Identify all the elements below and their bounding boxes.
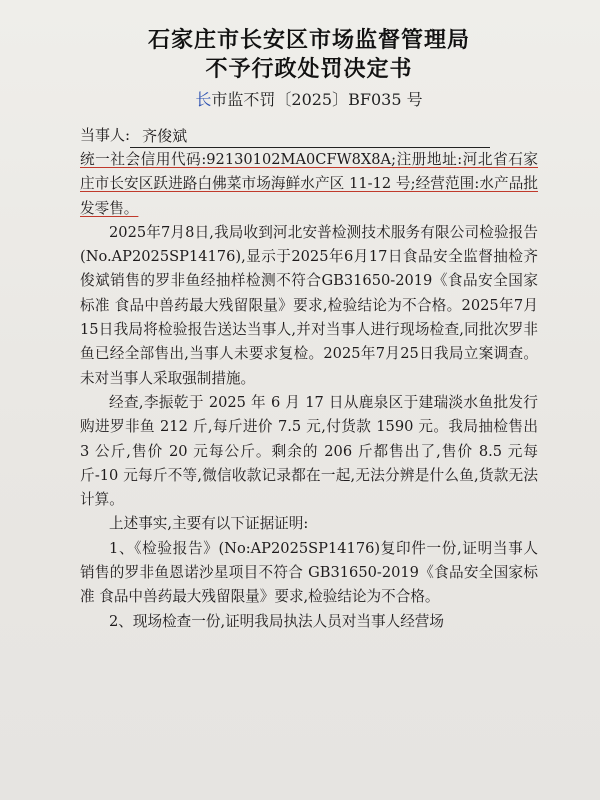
party-name-field [130,128,490,148]
document-number [80,89,538,111]
party-info: 统一社会信用代码:92130102MA0CFW8X8A;注册地址:河北省石家庄市长安区跃进路白佛菜市场海鲜水产区 11-12 号;经营范围:水产品批发零售。 [80,151,538,217]
party-name: 齐俊斌 [142,127,188,145]
evidence-item-1: 1、《检验报告》(No:AP2025SP14176)复印件一份,证明当事人销售的罗非鱼恩诺沙星项目不符合 GB31650-2019《食品安全国家标准 食品中兽药最大残留限量》要求,检验结论为不合格。 [80,539,538,606]
document-title: 不予行政处罚决定书 [205,56,413,82]
paragraph-evidence-intro: 上述事实,主要有以下证据证明: [109,515,309,533]
party-line [80,123,538,148]
evidence-item-2: 2、现场检查一份,证明我局执法人员对当事人经营场 [109,612,444,630]
document-number-body: 市监不罚〔2025〕BF035 号 [211,90,423,109]
agency-title: 石家庄市长安区市场监督管理局 [147,27,470,53]
party-label: 当事人: [80,126,131,144]
paragraph-findings: 经查,李振乾于 2025 年 6 月 17 日从鹿泉区于建瑞淡水鱼批发行购进罗非鱼 212 斤,每斤进价 7.5 元,付货款 1590 元。我局抽检售出 3 公斤,售价 20 元每公斤。剩余的 206 斤都售出了,售价 8.5 元每斤-10 元每斤不等,微信收款记录都在一起,无法分辨是什么鱼,货款无法计算。 [80,393,538,509]
document-number-prefix: 长 [195,90,212,109]
paragraph-case-source: 2025年7月8日,我局收到河北安普检测技术服务有限公司检验报告(No.AP2025SP14176),显示于2025年6月17日食品安全监督抽检齐俊斌销售的罗非鱼经抽样检测不符合GB31650-2019《食品安全国家标准 食品中兽药最大残留限量》要求,检验结论为不合格。2025年7月15日我局将检验报告送达当事人,并对当事人进行现场检查,同批次罗非鱼已经全部售出,当事人未要求复检。2025年7月25日我局立案调查。未对当事人采取强制措施。 [80,223,538,387]
